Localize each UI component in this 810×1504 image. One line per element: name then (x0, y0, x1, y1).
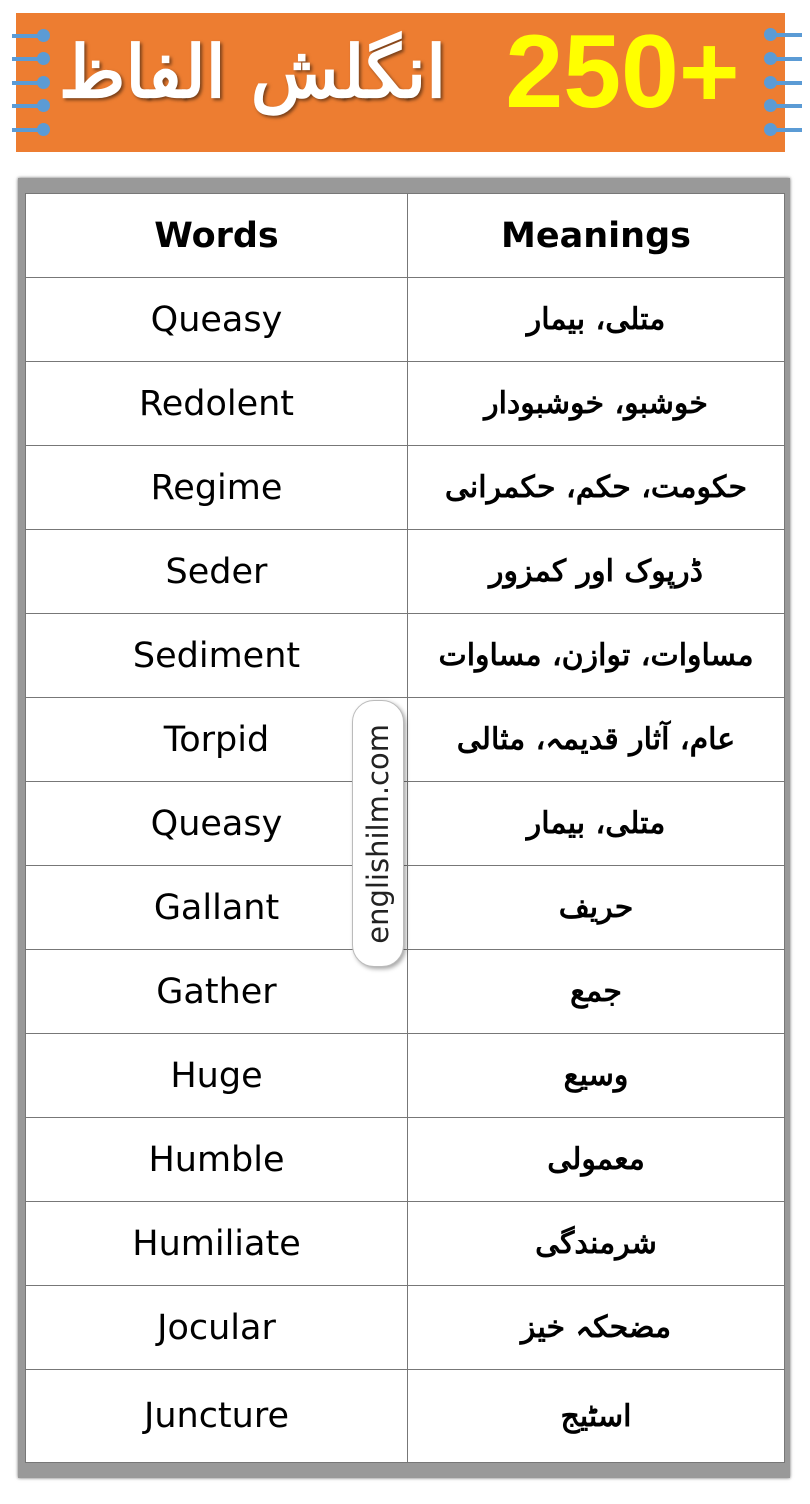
word-cell: Gather (26, 950, 408, 1034)
meaning-cell: ڈرپوک اور کمزور (408, 530, 785, 614)
vocabulary-table (25, 193, 785, 1463)
meaning-cell: شرمندگی (408, 1202, 785, 1286)
meaning-cell: خوشبو، خوشبودار (408, 362, 785, 446)
table-row (26, 1118, 785, 1202)
word-cell: Queasy (26, 278, 408, 362)
table-row (26, 278, 785, 362)
meaning-cell: جمع (408, 950, 785, 1034)
word-cell: Queasy (26, 782, 408, 866)
banner-count: 250+ (505, 14, 740, 130)
word-cell: Redolent (26, 362, 408, 446)
meaning-cell: مساوات، توازن، مساوات (408, 614, 785, 698)
word-cell: Gallant (26, 866, 408, 950)
header-words: Words (26, 194, 408, 278)
watermark-text: englishilm.com (361, 723, 395, 944)
table-row (26, 1202, 785, 1286)
meaning-cell: مضحکہ خیز (408, 1286, 785, 1370)
word-cell: Humble (26, 1118, 408, 1202)
word-cell: Juncture (26, 1370, 408, 1463)
table-header-row (26, 194, 785, 278)
meaning-cell: اسٹیج (408, 1370, 785, 1463)
word-cell: Regime (26, 446, 408, 530)
table-row (26, 698, 785, 782)
table-row (26, 362, 785, 446)
word-cell: Seder (26, 530, 408, 614)
word-cell: Torpid (26, 698, 408, 782)
meaning-cell: متلی، بیمار (408, 782, 785, 866)
word-cell: Huge (26, 1034, 408, 1118)
header-meanings: Meanings (408, 194, 785, 278)
table-row (26, 1286, 785, 1370)
table-row (26, 950, 785, 1034)
meaning-cell: متلی، بیمار (408, 278, 785, 362)
banner-title-urdu: انگلش الفاظ (58, 29, 447, 114)
meaning-cell: حریف (408, 866, 785, 950)
word-cell: Sediment (26, 614, 408, 698)
meaning-cell: عام، آثار قدیمہ، مثالی (408, 698, 785, 782)
table-row (26, 782, 785, 866)
meaning-cell: معمولی (408, 1118, 785, 1202)
word-cell: Jocular (26, 1286, 408, 1370)
meaning-cell: حکومت، حکم، حکمرانی (408, 446, 785, 530)
table-row (26, 1034, 785, 1118)
table-row (26, 446, 785, 530)
word-cell: Humiliate (26, 1202, 408, 1286)
table-row (26, 1370, 785, 1463)
watermark (352, 700, 404, 967)
table-row (26, 614, 785, 698)
table-row (26, 866, 785, 950)
table-row (26, 530, 785, 614)
meaning-cell: وسیع (408, 1034, 785, 1118)
